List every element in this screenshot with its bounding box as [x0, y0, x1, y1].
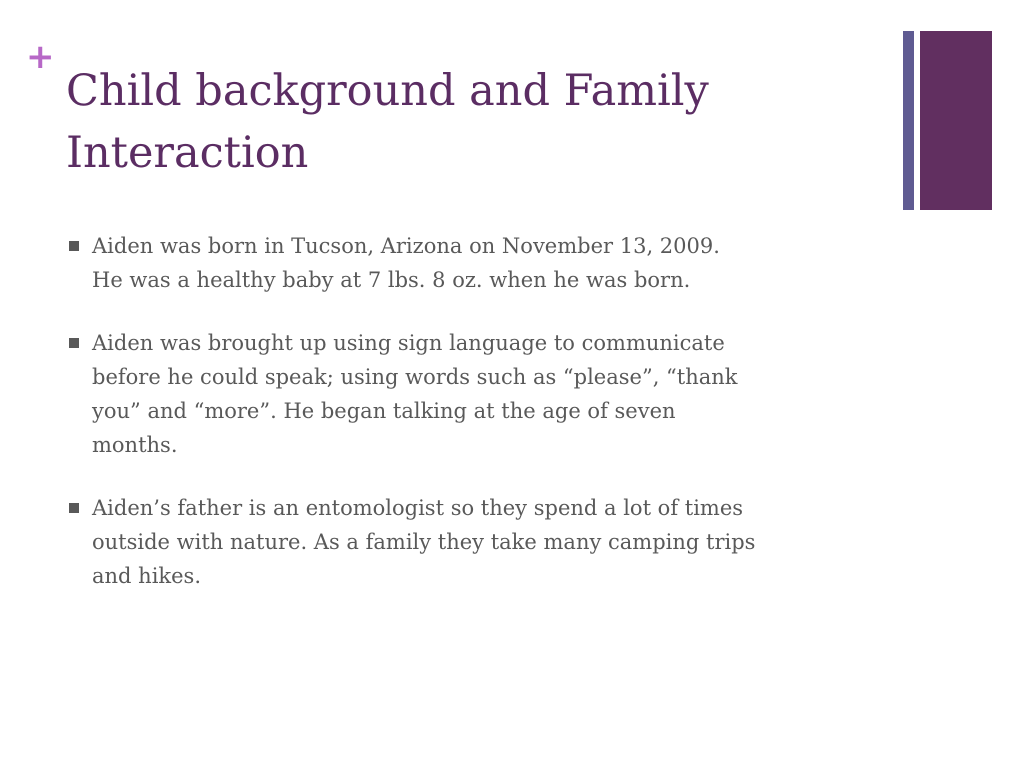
bullet-item — [66, 326, 896, 462]
slide-title: Child background and Family Interaction — [66, 66, 709, 178]
square-bullet-icon — [69, 338, 79, 348]
bullet-text: Aiden was born in Tucson, Arizona on November 13, 2009. He was a healthy baby at 7 lbs. 8 oz. when he was born. — [92, 234, 720, 292]
accent-bar-thin — [903, 31, 914, 210]
square-bullet-icon — [69, 241, 79, 251]
square-bullet-icon — [69, 503, 79, 513]
bullet-item — [66, 229, 896, 297]
bullet-list — [66, 229, 896, 622]
bullet-item — [66, 491, 896, 593]
accent-bar-thick — [920, 31, 992, 210]
bullet-text: Aiden was brought up using sign language to communicate before he could speak; using words such as “please”, “thank you” and “more”. He began talking at the age of seven months. — [92, 331, 738, 457]
plus-icon: + — [26, 37, 55, 77]
bullet-text: Aiden’s father is an entomologist so they spend a lot of times outside with nature. As a family they take many camping trips and hikes. — [92, 496, 756, 588]
